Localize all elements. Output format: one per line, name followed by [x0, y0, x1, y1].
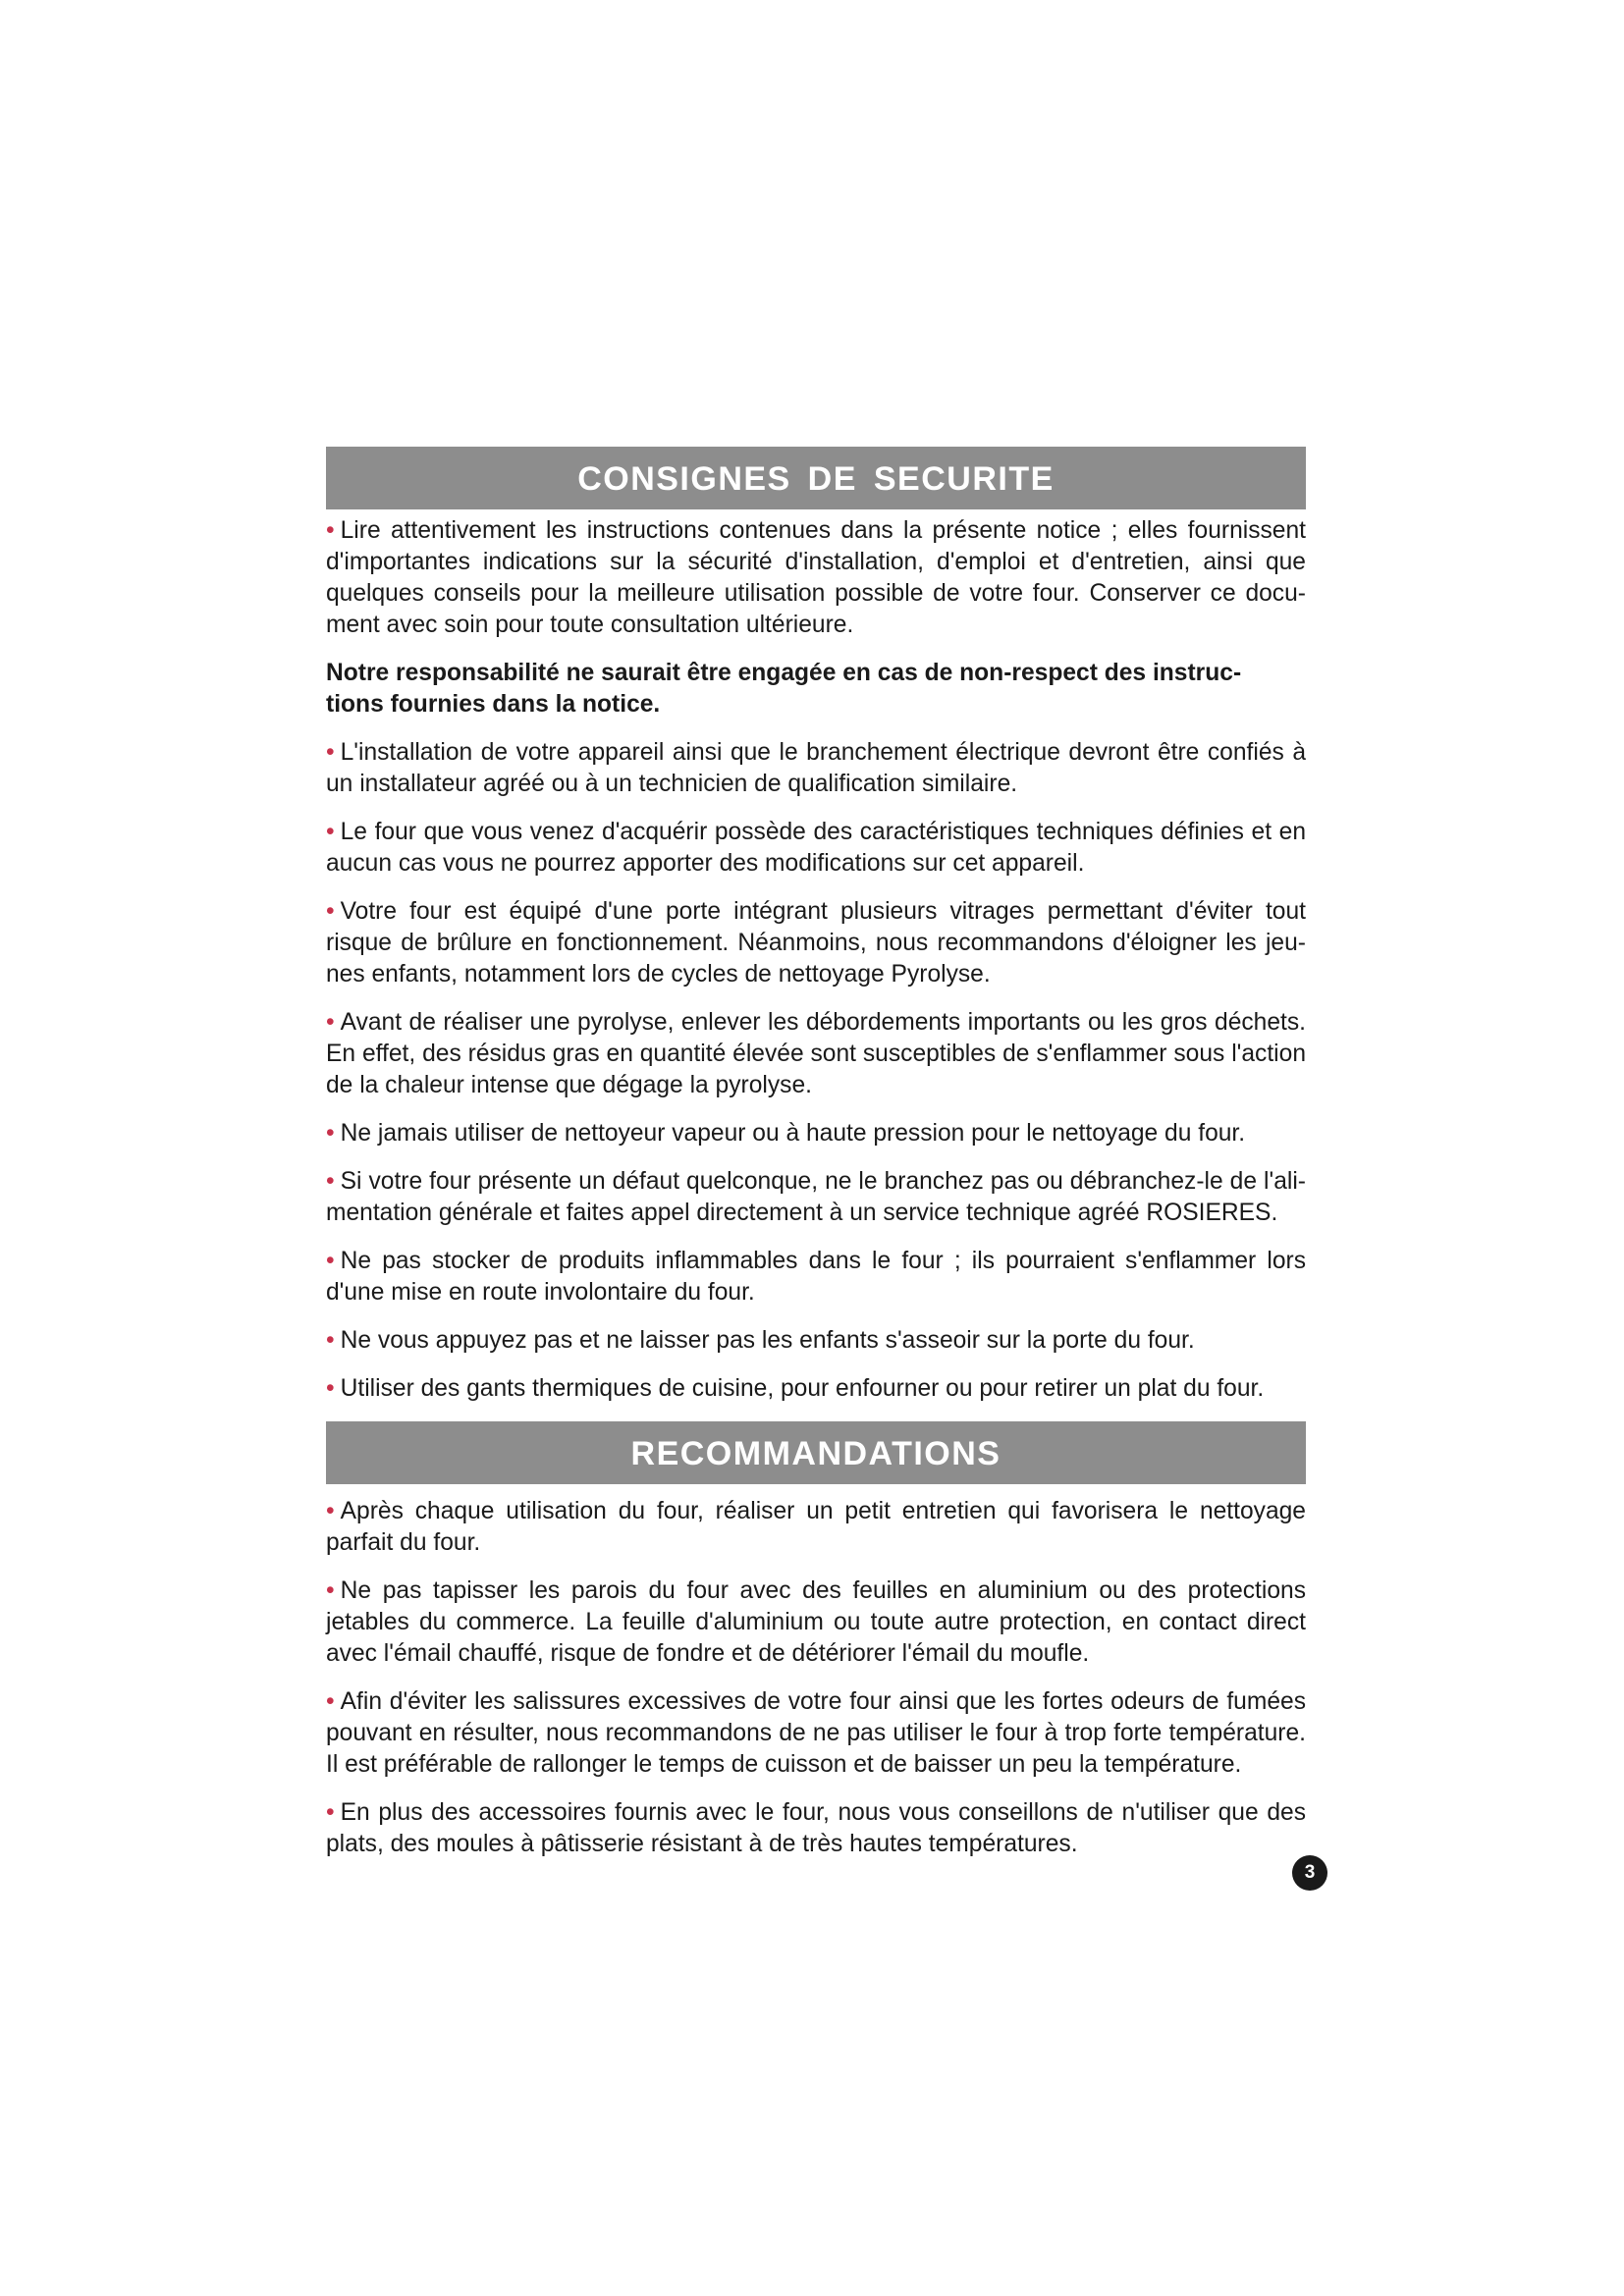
paragraph-text: Avant de réaliser une pyrolyse, enlever les débordements importants ou les gros déchets. En effet, des résidus gras en quantité élevée sont susceptibles de s'enflammer sous l'action de la chaleur intense que dégage la pyrolyse. — [326, 1009, 1306, 1098]
paragraph-text: Ne vous appuyez pas et ne laisser pas les enfants s'asseoir sur la porte du four. — [340, 1327, 1195, 1354]
paragraph-text: Si votre four présente un défaut quelconque, ne le branchez pas ou débranchez-le de l'alimentation générale et faites appel directement à un service technique agréé ROSIERES. — [326, 1168, 1306, 1226]
section-header-recommendations: RECOMMANDATIONS — [326, 1421, 1306, 1484]
paragraph-text: Lire attentivement les instructions contenues dans la présente notice ; elles fournissent d'importantes indications sur la sécurité d'installation, d'emploi et d'entretien, ainsi que quelques conseils pour la meilleure utilisation possible de votre four. Conserver ce document avec soin pour toute consultation ultérieure. — [326, 517, 1306, 638]
paragraph-text: Le four que vous venez d'acquérir possède des caractéristiques techniques définies et en aucun cas vous ne pourrez apporter des modifications sur cet appareil. — [326, 819, 1306, 877]
safety-item — [326, 737, 1306, 800]
bullet-icon: • — [326, 819, 335, 845]
bullet-icon: • — [326, 1799, 335, 1826]
bullet-icon: • — [326, 1375, 335, 1402]
bullet-icon: • — [326, 517, 335, 544]
paragraph-text: Ne pas stocker de produits inflammables dans le four ; ils pourraient s'enflammer lors d'une mise en route involontaire du four. — [326, 1248, 1306, 1306]
paragraph-text: Votre four est équipé d'une porte intégrant plusieurs vitrages permettant d'éviter tout risque de brûlure en fonctionnement. Néanmoins, nous recommandons d'éloigner les jeunes enfants, notamment lors de cycles de nettoyage Pyrolyse. — [326, 898, 1306, 988]
bullet-icon: • — [326, 1009, 335, 1036]
bullet-icon: • — [326, 1498, 335, 1524]
paragraph-text: Ne jamais utiliser de nettoyeur vapeur ou à haute pression pour le nettoyage du four. — [340, 1120, 1246, 1147]
recommendation-item — [326, 1797, 1306, 1860]
safety-item — [326, 817, 1306, 880]
safety-item — [326, 1325, 1306, 1357]
bullet-icon: • — [326, 1688, 335, 1715]
responsibility-note: Notre responsabilité ne saurait être engagée en cas de non-respect des instructions fournies dans la notice. — [326, 660, 1242, 718]
section-header-safety: CONSIGNES DE SECURITE — [326, 447, 1306, 509]
paragraph-text: Utiliser des gants thermiques de cuisine, pour enfourner ou pour retirer un plat du four. — [340, 1375, 1265, 1402]
bullet-icon: • — [326, 898, 335, 925]
bullet-icon: • — [326, 1120, 335, 1147]
bullet-icon: • — [326, 1577, 335, 1604]
bullet-icon: • — [326, 1327, 335, 1354]
paragraph-text: En plus des accessoires fournis avec le four, nous vous conseillons de n'utiliser que des plats, des moules à pâtisserie résistant à de très hautes températures. — [326, 1799, 1306, 1857]
paragraph-text: Ne pas tapisser les parois du four avec des feuilles en aluminium ou des protections jetables du commerce. La feuille d'aluminium ou toute autre protection, en contact direct avec l'émail chauffé, risque de fondre et de détériorer l'émail du moufle. — [326, 1577, 1306, 1667]
safety-item — [326, 1246, 1306, 1308]
recommendation-item — [326, 1496, 1306, 1559]
safety-item — [326, 1118, 1306, 1149]
recommendation-item — [326, 1575, 1306, 1670]
bullet-icon: • — [326, 1248, 335, 1274]
bullet-icon: • — [326, 739, 335, 766]
safety-item — [326, 1373, 1306, 1405]
recommendation-item — [326, 1686, 1306, 1781]
page-number-badge: 3 — [1292, 1855, 1327, 1891]
safety-item — [326, 1007, 1306, 1101]
paragraph-text: Après chaque utilisation du four, réaliser un petit entretien qui favorisera le nettoyage parfait du four. — [326, 1498, 1306, 1556]
safety-item — [326, 1166, 1306, 1229]
safety-item — [326, 896, 1306, 990]
bullet-icon: • — [326, 1168, 335, 1195]
page-content — [326, 447, 1306, 1877]
paragraph-text: Afin d'éviter les salissures excessives de votre four ainsi que les fortes odeurs de fumées pouvant en résulter, nous recommandons de ne pas utiliser le four à trop forte température. Il est préférable de rallonger le temps de cuisson et de baisser un peu la température. — [326, 1688, 1306, 1778]
safety-intro-paragraph — [326, 515, 1306, 641]
paragraph-text: L'installation de votre appareil ainsi que le branchement électrique devront être confiés à un installateur agréé ou à un technicien de qualification similaire. — [326, 739, 1306, 797]
